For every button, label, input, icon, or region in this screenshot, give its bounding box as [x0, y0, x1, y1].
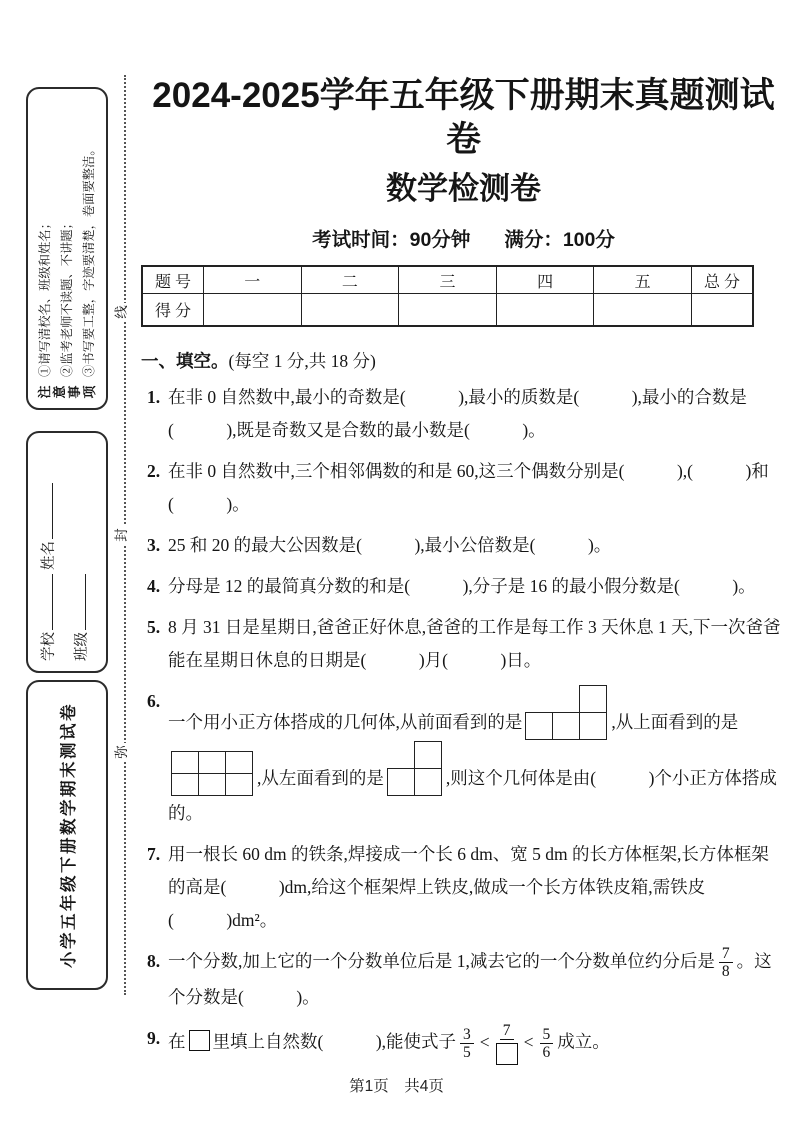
question-9-text-3: 成立。 [557, 1031, 610, 1052]
col-1: 一 [204, 266, 302, 294]
question-4-number: 4. [147, 576, 161, 596]
score-cell-5 [594, 294, 692, 327]
question-4 [141, 570, 786, 603]
score-cell-2 [301, 294, 399, 327]
seal-char-xian: 线 [110, 303, 130, 321]
score-cell-3 [399, 294, 497, 327]
question-5-number: 5. [147, 617, 161, 637]
score-table [141, 265, 754, 327]
student-info-line-1 [33, 443, 66, 661]
paper-subtitle: 数学检测卷 [386, 171, 541, 206]
seal-char-mi: 弥 [110, 743, 130, 761]
question-8-text-2: 。这个分数是( )。 [168, 951, 772, 1007]
notice-box [26, 87, 108, 410]
school-label: 学校 [41, 632, 57, 661]
question-9-text-1: 在 [168, 1031, 186, 1052]
student-info-box [26, 431, 108, 673]
question-8 [141, 945, 786, 1014]
exam-info [141, 224, 786, 252]
question-6-text-1: 一个用小正方体搭成的几何体,从前面看到的是 [168, 712, 523, 732]
paper-title: 2024-2025学年五年级下册期末真题测试卷 [152, 76, 775, 159]
fraction-numerator: 7 [500, 1022, 514, 1040]
top-view-grid [171, 751, 254, 797]
less-than-sign: < [523, 1031, 534, 1052]
page-number: 第1页 共4页 [349, 1078, 444, 1095]
notice-box-content [28, 89, 106, 408]
notice-label: 注意事项 [37, 385, 97, 399]
blank-box-icon [189, 1030, 210, 1051]
question-8-text-1: 一个分数,加上它的一个分数单位后是 1,减去它的一个分数单位约分后是 [168, 951, 715, 971]
paper-title-box [26, 680, 108, 990]
name-blank-line [40, 483, 53, 539]
question-6-number: 6. [147, 691, 161, 711]
fraction-denominator: 8 [721, 963, 730, 981]
left-view-grid [387, 741, 443, 797]
fraction-numerator: 7 [719, 945, 733, 963]
section-heading [141, 348, 786, 373]
exam-page [141, 0, 786, 1065]
seal-char-feng: 封 [110, 526, 130, 544]
col-5: 五 [594, 266, 692, 294]
question-5 [141, 611, 786, 677]
question-7-number: 7. [147, 844, 161, 864]
notice-item-1: ①请写清校名、班级和姓名； [38, 217, 52, 377]
score-label: 得 分 [142, 294, 204, 327]
front-view-grid [525, 685, 608, 741]
col-2: 二 [301, 266, 399, 294]
score-cell-1 [204, 294, 302, 327]
question-6-text-4: ,则这个几何体是由( )个小正方体搭成的。 [168, 768, 777, 823]
question-1 [141, 381, 786, 447]
fraction-seven-over-box [496, 1022, 518, 1065]
notice-item-2: ②监考老师不读题、不讲题； [60, 217, 74, 377]
question-6-text-3: ,从左面看到的是 [257, 768, 384, 788]
score-table-score-row [142, 294, 753, 327]
question-2-text: 在非 0 自然数中,三个相邻偶数的和是 60,这三个偶数分别是( ),( )和( )。 [168, 461, 769, 514]
section-title: 一、填空。 [141, 351, 229, 371]
fraction-five-sixths [540, 1026, 554, 1062]
school-blank-line [40, 574, 53, 630]
col-4: 四 [496, 266, 594, 294]
question-3-number: 3. [147, 535, 161, 555]
name-label: 姓名 [41, 541, 57, 570]
paper-title-vertical: 小学五年级下册数学期末测试卷 [59, 702, 78, 968]
student-info-line-2 [66, 443, 99, 661]
fraction-denominator: 5 [463, 1044, 471, 1062]
fraction-three-fifths [460, 1026, 474, 1062]
question-5-text: 8 月 31 日是星期日,爸爸正好休息,爸爸的工作是每工作 3 天休息 1 天,下一次爸爸能在星期日休息的日期是( )月( )日。 [168, 617, 781, 670]
full-score: 满分：100分 [504, 229, 615, 251]
notice-items [34, 143, 100, 377]
fraction-denominator-box [496, 1043, 518, 1065]
question-2 [141, 455, 786, 521]
question-list [141, 381, 786, 1065]
question-no-label: 题 号 [142, 266, 204, 294]
exam-time: 考试时间：90分钟 [312, 229, 471, 251]
student-info-content [28, 433, 106, 671]
question-3-text: 25 和 20 的最大公因数是( ),最小公倍数是( )。 [168, 535, 612, 555]
fraction-numerator: 5 [540, 1026, 554, 1044]
notice-item-3: ③书写要工整，字迹要清楚，卷面要整洁。 [82, 143, 96, 377]
section-note: (每空 1 分,共 18 分) [228, 351, 376, 371]
question-3 [141, 529, 786, 562]
less-than-sign: < [479, 1031, 490, 1052]
question-4-text: 分母是 12 的最简真分数的和是( ),分子是 16 的最小假分数是( )。 [168, 576, 756, 596]
question-1-text: 在非 0 自然数中,最小的奇数是( ),最小的质数是( ),最小的合数是( ),既是奇数又是合数的最小数是( )。 [168, 387, 747, 440]
score-table-header-row [142, 266, 753, 294]
question-9 [141, 1022, 786, 1065]
question-7 [141, 838, 786, 937]
question-9-number: 9. [147, 1027, 161, 1048]
question-7-text: 用一根长 60 dm 的铁条,焊接成一个长 6 dm、宽 5 dm 的长方体框架,长方体框架的高是( )dm,给这个框架焊上铁皮,做成一个长方体铁皮箱,需铁皮( )dm²。 [168, 844, 769, 930]
col-3: 三 [399, 266, 497, 294]
question-6 [141, 685, 786, 830]
score-cell-total [692, 294, 754, 327]
question-9-text-2: 里填上自然数( ),能使式子 [212, 1031, 457, 1052]
fraction-seven-eighths [719, 945, 733, 981]
question-6-text-2: ,从上面看到的是 [611, 712, 739, 732]
col-total: 总 分 [692, 266, 754, 294]
fraction-numerator: 3 [460, 1026, 474, 1044]
question-1-number: 1. [147, 387, 161, 407]
fraction-denominator: 6 [542, 1044, 551, 1062]
class-blank-line [73, 574, 86, 630]
question-2-number: 2. [147, 461, 161, 481]
score-cell-4 [496, 294, 594, 327]
question-8-number: 8. [147, 951, 161, 971]
class-label: 班级 [74, 632, 90, 661]
